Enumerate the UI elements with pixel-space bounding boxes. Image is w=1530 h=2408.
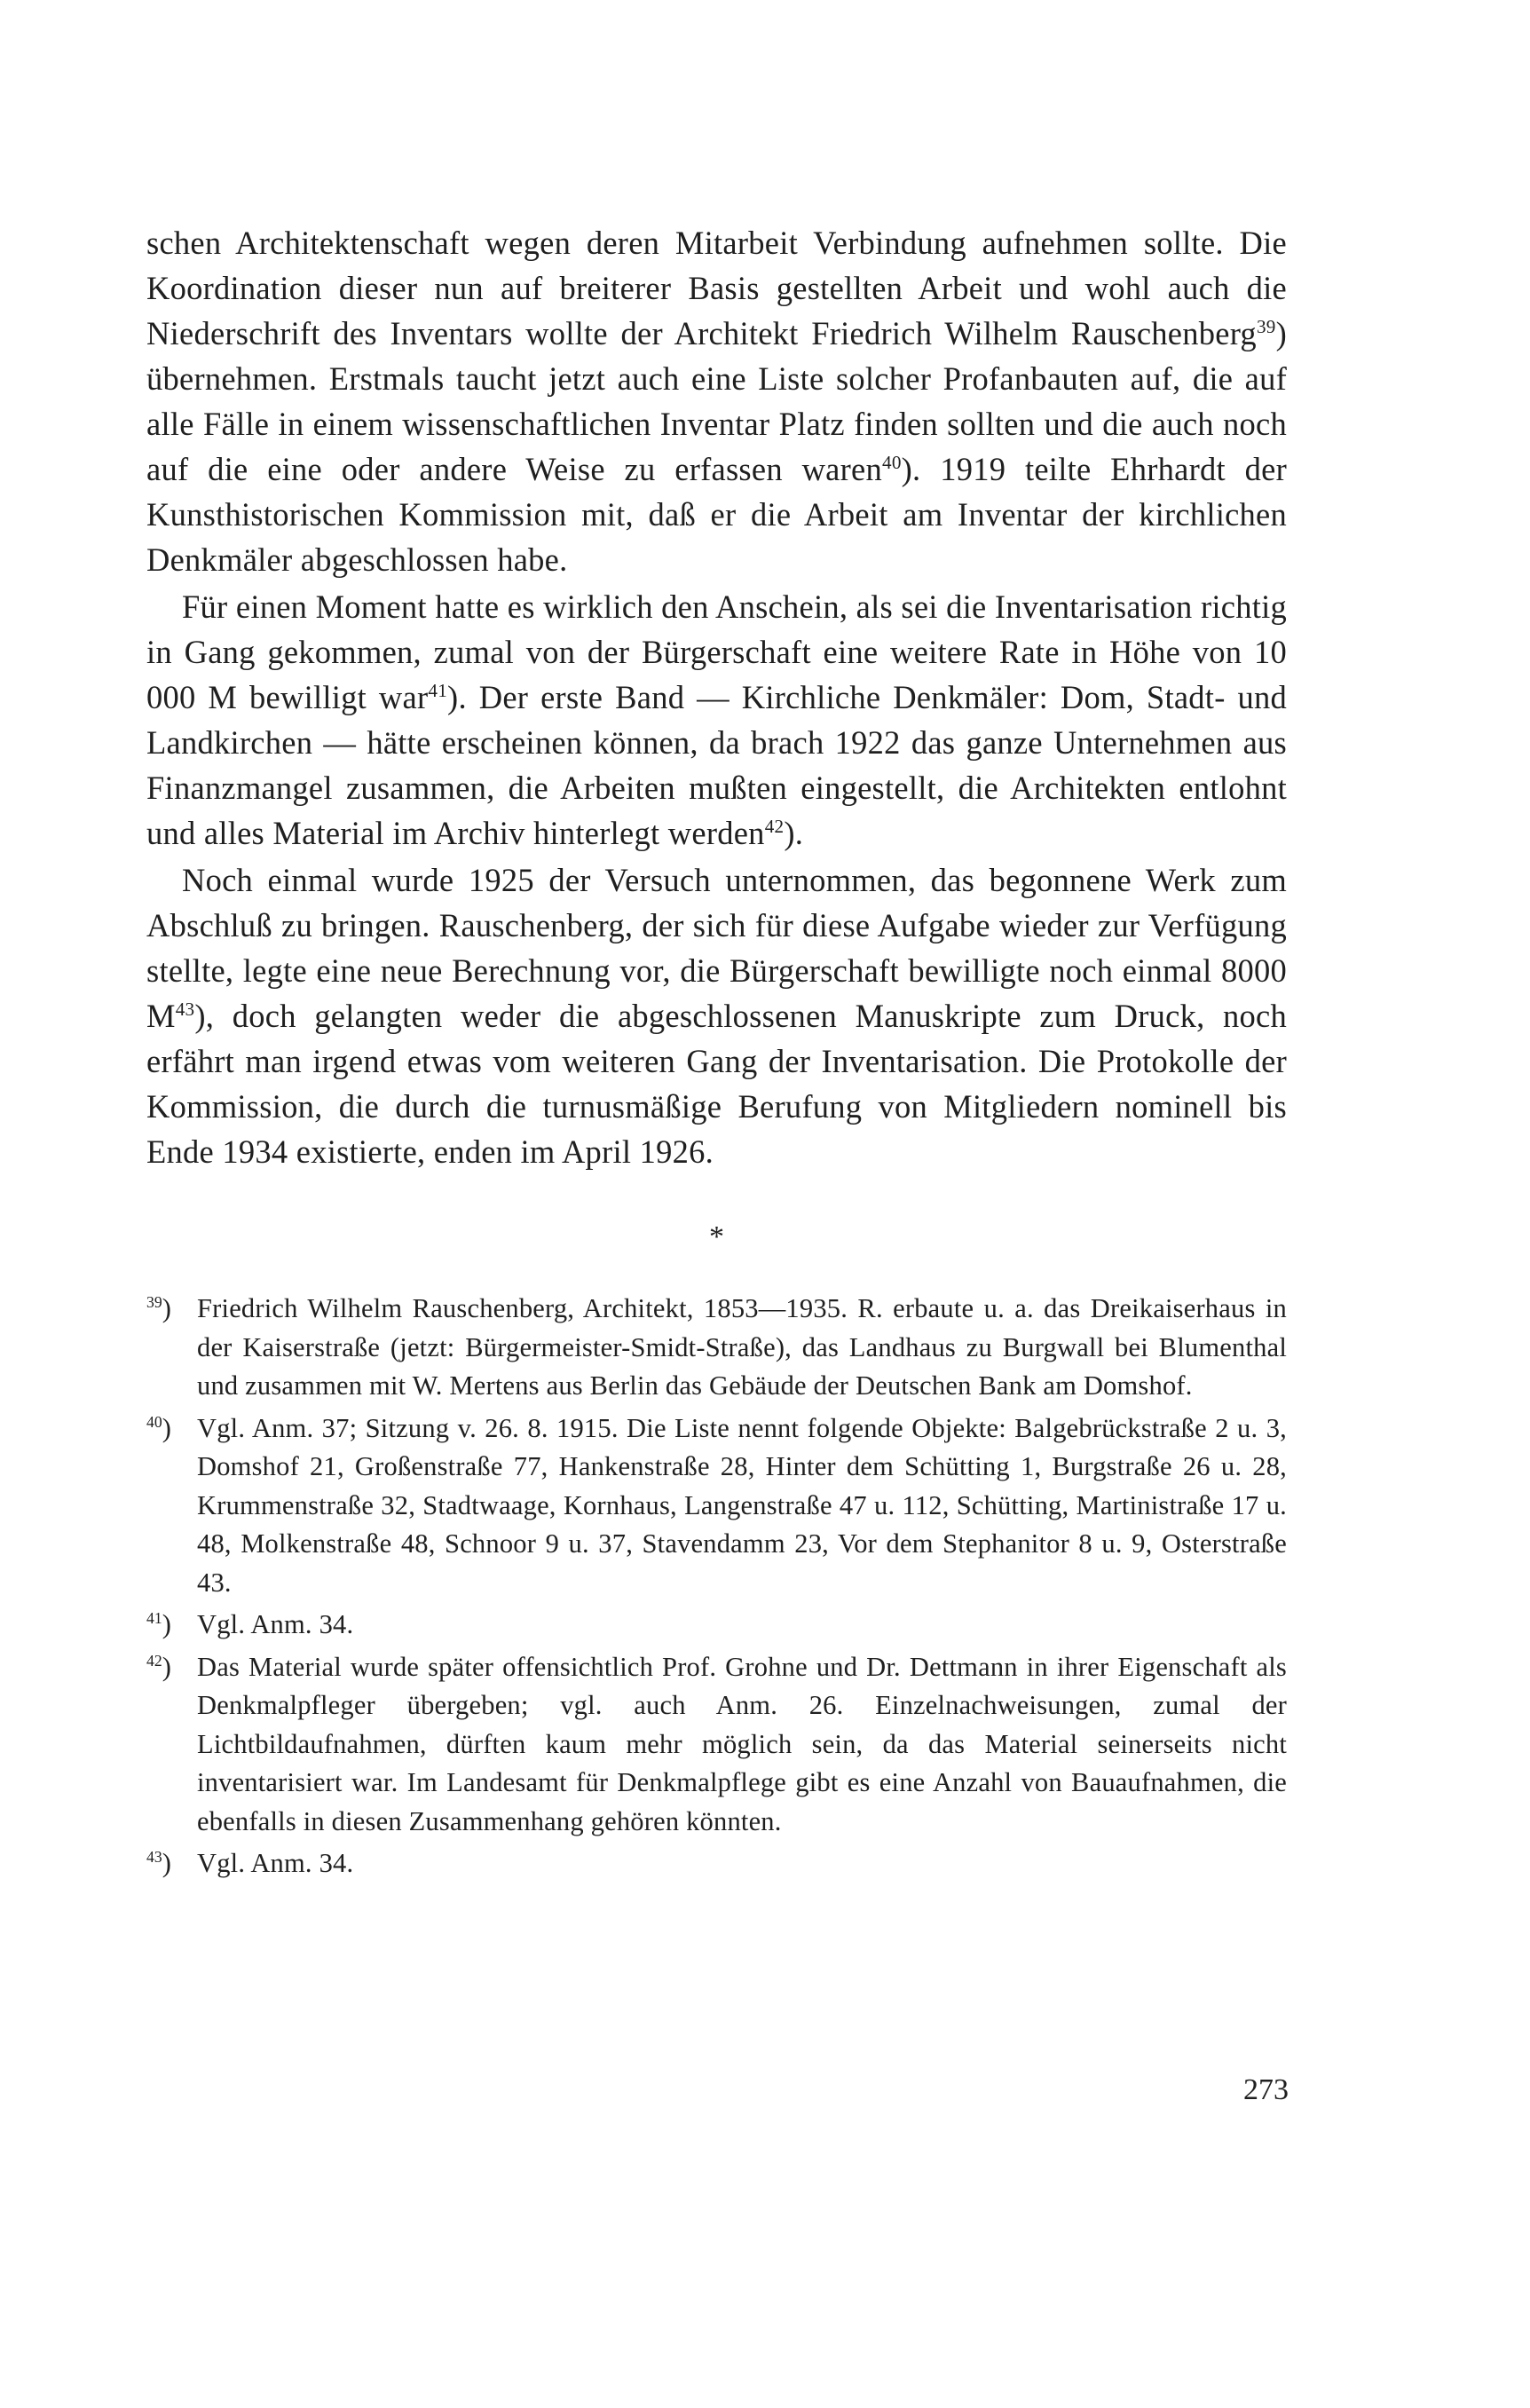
paragraph-text: Für einen Moment hatte es wirklich den Anschein, als sei die Inventarisation richtig in Gang gekommen, zumal von der Bürgerschaft eine weitere Rate in Höhe von 10 000 M bewilligt war: [146, 588, 1287, 715]
paragraph-text: schen Architektenschaft wegen deren Mitarbeit Verbindung aufnehmen sollte. Die Koordination dieser nun auf breiterer Basis gestellten Arbeit und wohl auch die Niederschrift des Inventars wollte der Architekt Friedrich Wilhelm Rauschenberg: [146, 225, 1287, 351]
paragraph-text: ). Der erste Band — Kirchliche Denkmäler: Dom, Stadt- und Landkirchen — hätte erscheinen können, da brach 1922 das ganze Unternehmen aus Finanzmangel zusammen, die Arbeiten mußten eingestellt, die Architekten entlohnt und alles Material im Archiv hinterlegt werden: [146, 679, 1287, 851]
paragraph-text: ).: [784, 815, 804, 851]
footnote-40: [146, 1409, 1287, 1603]
footnote-43: [146, 1844, 1287, 1883]
footnote-marker: $^{41}$): [146, 1609, 171, 1639]
footnote-text: Vgl. Anm. 37; Sitzung v. 26. 8. 1915. Die Liste nennt folgende Objekte: Balgebrückstraße 2 u. 3, Domshof 21, Großenstraße 77, Hankenstraße 28, Hinter dem Schütting 1, Burgstraße 26 u. 28, Krummenstraße 32, Stadtwaage, Kornhaus, Langenstraße 47 u. 112, Schütting, Martinistraße 17 u. 48, Molkenstraße 48, Schnoor 9 u. 37, Stavendamm 23, Vor dem Stephanitor 8 u. 9, Osterstraße 43.: [197, 1412, 1287, 1598]
paragraph-text: ) übernehmen. Erstmals taucht jetzt auch eine Liste solcher Profanbauten auf, die auf alle Fälle in einem wissenschaftlichen Inventar Platz finden sollten und die auch noch auf die eine oder andere Weise zu erfassen waren: [146, 315, 1287, 487]
footnote-text: Friedrich Wilhelm Rauschenberg, Architekt, 1853—1935. R. erbaute u. a. das Dreikaiserhaus in der Kaiserstraße (jetzt: Bürgermeister-Smidt-Straße), das Landhaus zu Burgwall bei Blumenthal und zusammen mit W. Mertens aus Berlin das Gebäude der Deutschen Bank am Domshof.: [197, 1293, 1287, 1401]
footnotes-section: [146, 1290, 1287, 1883]
footnote-marker: $^{42}$): [146, 1651, 171, 1682]
footnote-reference: 41: [428, 679, 448, 701]
footnote-reference: 39: [1256, 315, 1276, 337]
footnote-39: [146, 1290, 1287, 1406]
footnote-marker: $^{40}$): [146, 1412, 171, 1443]
page-content: [146, 220, 1287, 1887]
footnote-marker: $^{43}$): [146, 1848, 171, 1878]
footnote-reference: 40: [882, 451, 902, 473]
paragraph-text: ), doch gelangten weder die abgeschlossenen Manuskripte zum Druck, noch erfährt man irgend etwas vom weiteren Gang der Inventarisation. Die Protokolle der Kommission, die durch die turnusmäßige Berufung von Mitgliedern nominell bis Ende 1934 existierte, enden im April 1926.: [146, 998, 1287, 1170]
footnote-text: Vgl. Anm. 34.: [197, 1848, 354, 1878]
footnote-text: Vgl. Anm. 34.: [197, 1609, 354, 1639]
footnote-reference: 43: [175, 998, 195, 1020]
footnote-42: [146, 1648, 1287, 1842]
footnote-41: [146, 1606, 1287, 1645]
paragraph-text: ). 1919 teilte Ehrhardt der Kunsthistorischen Kommission mit, daß er die Arbeit am Inventar der kirchlichen Denkmäler abgeschlossen habe.: [146, 451, 1287, 578]
footnote-text: Das Material wurde später offensichtlich Prof. Grohne und Dr. Dettmann in ihrer Eigenschaft als Denkmalpfleger übergeben; vgl. auch Anm. 26. Einzelnachweisungen, zumal der Lichtbildaufnahmen, dürften kaum mehr möglich sein, da das Material seinerseits nicht inventarisiert war. Im Landesamt für Denkmalpflege gibt es eine Anzahl von Bauaufnahmen, die ebenfalls in diesen Zusammenhang gehören könnten.: [197, 1651, 1287, 1836]
body-paragraph-1: [146, 220, 1287, 582]
body-paragraph-2: [146, 584, 1287, 856]
footnote-reference: 42: [764, 815, 785, 837]
page-number: 273: [1243, 2073, 1289, 2106]
footnote-marker: $^{39}$): [146, 1293, 171, 1323]
section-divider-asterisk: *: [709, 1220, 724, 1253]
body-paragraph-3: [146, 857, 1287, 1174]
paragraph-text: Noch einmal wurde 1925 der Versuch unternommen, das begonnene Werk zum Abschluß zu bringen. Rauschenberg, der sich für diese Aufgabe wieder zur Verfügung stellte, legte eine neue Berechnung vor, die Bürgerschaft bewilligte noch einmal 8000 M: [146, 862, 1287, 1034]
